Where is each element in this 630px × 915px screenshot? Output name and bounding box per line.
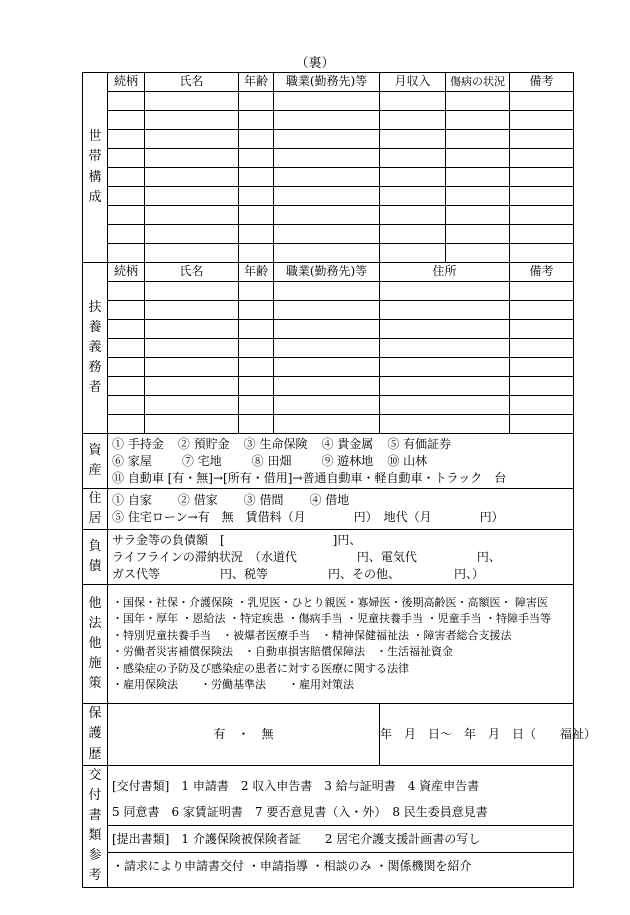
housing-line-2: ⑤ 住宅ローン→有 無 賃借料（月 円） 地代（月 円） (112, 510, 504, 525)
assets-content[interactable] (108, 434, 574, 489)
other-law-line: ・労働者災害補償保険法 ・自動車損害賠償保障法 ・生活福祉資金 (112, 645, 453, 659)
debt-side-label: 負 債 (83, 530, 108, 585)
housing-side-label: 住 居 (83, 489, 108, 530)
housing-row (83, 489, 574, 530)
assets-line-1: ① 手持金 ② 預貯金 ③ 生命保険 ④ 貴金属 ⑤ 有価証券 (112, 436, 452, 451)
supporter-entry-row[interactable] (83, 377, 574, 396)
documents-submitted-line: [提出書類] 1 介護保険被保険者証 2 居宅介護支援計画書の写し (108, 825, 573, 852)
household-entry-row[interactable] (83, 92, 574, 111)
debt-line-1: サラ金等の負債額 [ ]円、 (112, 532, 362, 547)
debt-line-2: ライフラインの滞納状況 （水道代 円、電気代 円、 (112, 549, 501, 564)
supporter-entry-row[interactable] (83, 320, 574, 339)
documents-side-label: 交 付 書 類 参 考 (83, 765, 108, 887)
protection-period[interactable]: 年 月 日〜 年 月 日（ 福祉） (380, 704, 574, 765)
debt-content[interactable] (108, 530, 574, 585)
supporter-col-remarks: 備考 (510, 263, 574, 282)
household-entry-row[interactable] (83, 225, 574, 244)
housing-line-1: ① 自家 ② 借家 ③ 借間 ④ 借地 (112, 493, 350, 508)
household-entry-row[interactable] (83, 111, 574, 130)
assets-row (83, 434, 574, 489)
supporter-col-name: 氏名 (145, 263, 239, 282)
documents-row (83, 765, 574, 887)
household-entry-row[interactable] (83, 149, 574, 168)
supporter-entry-row[interactable] (83, 358, 574, 377)
household-col-occupation: 職業(勤務先)等 (274, 73, 380, 92)
documents-actions-line: ・請求により申請書交付 ・申請指導 ・相談のみ ・関係機関を紹介 (108, 852, 573, 879)
supporter-entry-row[interactable] (83, 415, 574, 434)
other-law-row (83, 585, 574, 704)
assets-side-label: 資 産 (83, 434, 108, 489)
supporter-entry-row[interactable] (83, 396, 574, 415)
protection-presence[interactable]: 有 ・ 無 (108, 704, 380, 765)
supporter-header-row (83, 263, 574, 282)
supporter-entry-row[interactable] (83, 282, 574, 301)
supporter-col-relation: 続柄 (108, 263, 145, 282)
household-col-illness: 傷病の状況 (446, 73, 510, 92)
other-law-content[interactable] (108, 585, 574, 704)
protection-row (83, 704, 574, 765)
application-form-back (82, 72, 597, 888)
other-law-side-label: 他 法 他 施 策 (83, 585, 108, 704)
household-col-age: 年齢 (239, 73, 274, 92)
other-law-line: ・特別児童扶養手当 ・被爆者医療手当 ・精神保健福祉法 ・障害者総合支援法 (112, 628, 512, 642)
household-side-label: 世 帯 構 成 (83, 73, 108, 263)
other-law-line: ・国年・厚年 ・恩給法 ・特定疾患 ・傷病手当 ・児童扶養手当 ・児童手当 ・特障手当等 (112, 612, 551, 626)
assets-line-2: ⑥ 家屋 ⑦ 宅地 ⑧ 田畑 ⑨ 遊林地 ⑩ 山林 (112, 453, 428, 468)
supporter-entry-row[interactable] (83, 339, 574, 358)
household-header-row (83, 73, 574, 92)
household-col-relation: 続柄 (108, 73, 145, 92)
housing-content[interactable] (108, 489, 574, 530)
assets-line-3: ⑪ 自動車 [有・無]→[所有・借用]→普通自動車・軽自動車・トラック 台 (112, 470, 507, 485)
documents-issued-line-1: [交付書類] 1 申請書 2 収入申告書 3 給与証明書 4 資産申告書 (112, 779, 480, 794)
debt-line-3: ガス代等 円、税等 円、その他、 円、） (112, 566, 485, 581)
household-col-name: 氏名 (145, 73, 239, 92)
other-law-line: ・雇用保険法 ・労働基準法 ・雇用対策法 (112, 678, 354, 692)
supporter-col-address: 住所 (380, 263, 510, 282)
household-col-remarks: 備考 (510, 73, 574, 92)
page-title: （裏） (295, 56, 335, 71)
household-entry-row[interactable] (83, 206, 574, 225)
supporter-entry-row[interactable] (83, 301, 574, 320)
documents-issued-line-2: 5 同意書 6 家賃証明書 7 要否意見書（入・外） 8 民生委員意見書 (112, 805, 488, 820)
other-law-line: ・国保・社保・介護保険 ・乳児医・ひとり親医・寡婦医・後期高齢医・高額医・ 障害医 (112, 595, 548, 609)
debt-row (83, 530, 574, 585)
supporter-side-label: 扶 養 義 務 者 (83, 263, 108, 434)
other-law-line: ・感染症の予防及び感染症の患者に対する医療に関する法律 (112, 661, 409, 675)
household-entry-row[interactable] (83, 168, 574, 187)
household-entry-row[interactable] (83, 244, 574, 263)
documents-content[interactable] (108, 765, 574, 887)
household-col-income: 月収入 (380, 73, 446, 92)
supporter-col-age: 年齢 (239, 263, 274, 282)
protection-side-label: 保 護 歴 (83, 704, 108, 765)
supporter-col-occupation: 職業(勤務先)等 (274, 263, 380, 282)
household-entry-row[interactable] (83, 187, 574, 206)
household-entry-row[interactable] (83, 130, 574, 149)
